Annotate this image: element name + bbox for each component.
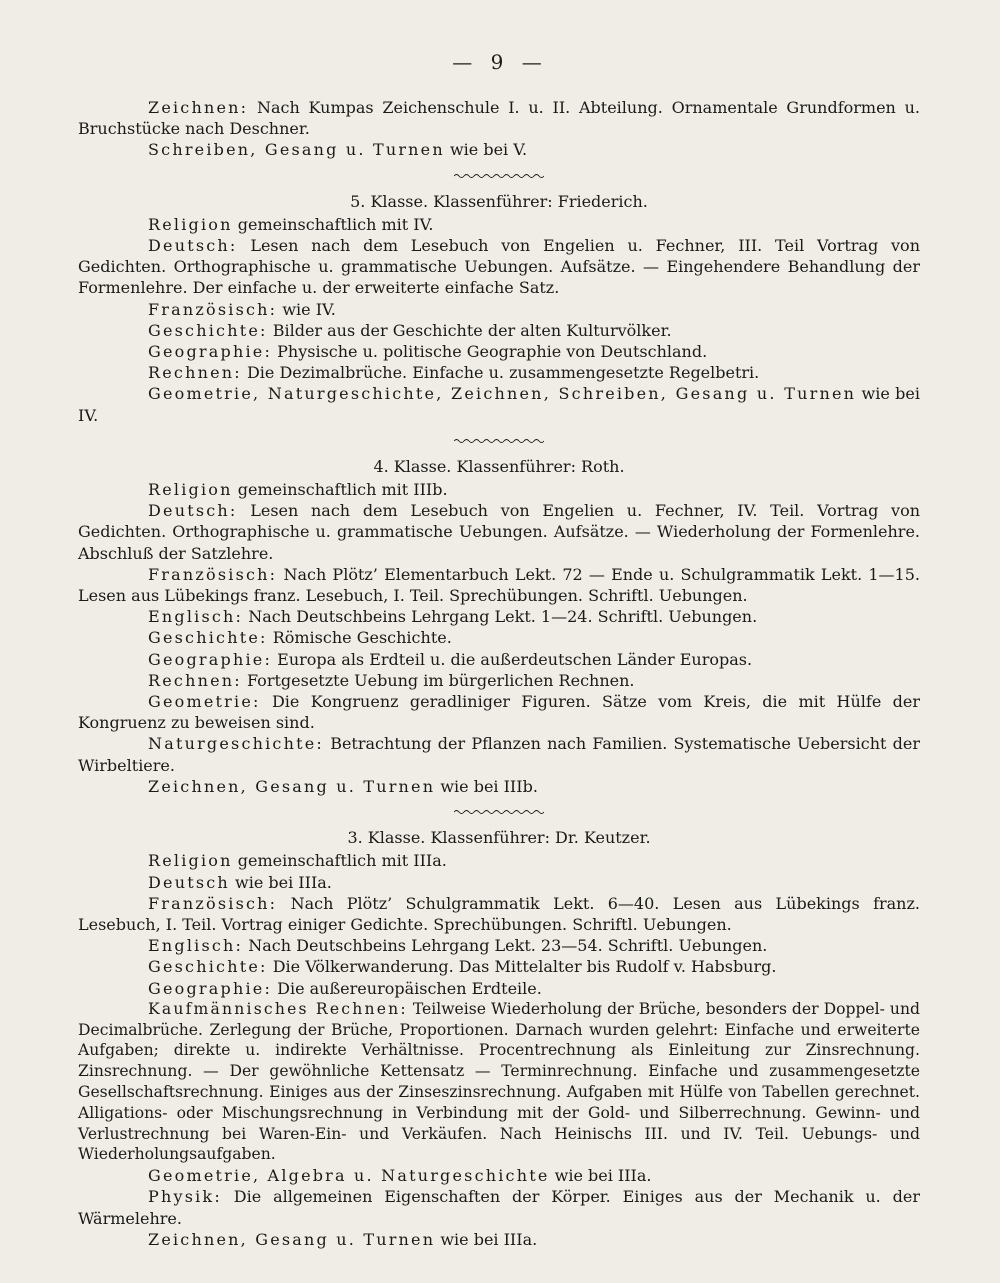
subject-row [78,956,920,977]
subject-label: Rechnen: [148,670,242,690]
subject-row [78,850,920,871]
section-heading: 3. Klasse. Klassenführer: Dr. Keutzer. [347,828,651,848]
subject-text: Nach Kumpas Zeichenschule I. u. II. Abteilung. Ornamentale Grundformen u. Bruchstücke nach Deschner. [78,98,920,139]
subject-label: Geometrie, Algebra u. Naturgeschichte [148,1166,550,1186]
subject-label: Geographie: [148,342,273,362]
subject-text: Teilweise Wiederholung der Brüche, besonders der Doppel- und Decimalbrüche. Zerlegung der Brüche, Proportionen. Darnach wurden gelehrt: Einfache und erweiterte Aufgaben; direkte u. indirekte Verhältnisse. Procentrechnung als Einleitung zur Zinsrechnung. Zinsrechnung. — Der gewöhnliche Kettensatz — Terminrechnung. Einfache und zusammengesetzte Gesellschaftsrechnung. Einiges aus der Zinseszinsrechnung. Aufgaben mit Hülfe von Tabellen gerechnet. Alligations- oder Mischungsrechnung in Verbindung mit der Gold- und Silberrechnung. Gewinn- und Verlustrechnung bei Waren-Ein- und Verkäufen. Nach Heinischs III. und IV. Teil. Uebungs- und Wiederholungsaufgaben. [78,999,920,1164]
subject-label: Englisch: [148,607,244,627]
subject-label: Deutsch [148,872,230,892]
subject-label: Französisch: [148,893,278,913]
subject-label: Zeichnen, Gesang u. Turnen [148,776,436,796]
subject-label: Religion [148,851,233,871]
subject-row [78,1186,920,1228]
subject-row [78,627,920,648]
ornament-divider [454,809,544,815]
subject-text: wie bei IIIb. [440,776,538,796]
subject-row [78,341,920,362]
subject-text: Die außereuropäischen Erdteile. [277,978,542,998]
subject-row [78,691,920,733]
subject-row [78,670,920,691]
subject-row [78,235,920,299]
subject-row [78,500,920,564]
subject-label: Geschichte: [148,957,268,977]
subject-row [78,320,920,341]
subject-text: wie bei V. [449,140,528,160]
subject-row [78,1229,920,1250]
subject-label: Geschichte: [148,320,268,340]
subject-row [78,733,920,775]
subject-label: Physik: [148,1187,222,1207]
subject-row [78,479,920,500]
section-class-4 [78,456,920,797]
subject-label: Französisch: [148,564,278,584]
page-content [78,97,920,1250]
subject-text: Fortgesetzte Uebung im bürgerlichen Rechnen. [246,670,635,690]
subject-label: Geschichte: [148,628,268,648]
subject-row [78,978,920,999]
ornament-divider [454,173,544,179]
section-class-5 [78,191,920,426]
subject-label: Geographie: [148,649,273,669]
subject-text: gemeinschaftlich mit IIIa. [237,851,447,871]
section-heading: 5. Klasse. Klassenführer: Friederich. [350,191,648,211]
section-heading: 4. Klasse. Klassenführer: Roth. [373,456,625,476]
subject-row [78,299,920,320]
subject-label: Zeichnen: [148,98,249,117]
subject-text: gemeinschaftlich mit IV. [237,214,434,234]
page-number: — 9 — [452,50,548,74]
subject-text: Nach Deutschbeins Lehrgang Lekt. 1—24. Schriftl. Uebungen. [248,607,758,627]
subject-row [78,214,920,235]
subject-row [78,606,920,627]
subject-text: Lesen nach dem Lesebuch von Engelien u. Fechner, III. Teil Vortrag von Gedichten. Orthographische u. grammatische Uebungen. Aufsätze. — Eingehendere Behandlung der Formenlehre. Der einfache u. der erweiterte einfache Satz. [78,236,920,298]
subject-text: wie bei IIIa. [440,1229,538,1249]
subject-text: wie bei IIIa. [554,1166,652,1186]
paragraph-zeichnen [78,97,920,139]
subject-label: Geometrie: [148,692,261,712]
subject-row [78,872,920,893]
subject-text: wie bei IIIa. [235,872,332,892]
subject-row [78,1165,920,1186]
subject-row [78,649,920,670]
subject-text: Europa als Erdteil u. die außerdeutschen Länder Europas. [277,649,753,669]
ornament-divider [454,438,544,444]
paragraph-schreiben [78,139,920,160]
subject-text: Physische u. politische Geographie von Deutschland. [277,342,708,362]
subject-row [78,893,920,935]
subject-row [78,362,920,383]
subject-label: Naturgeschichte: [148,734,324,754]
subject-text: gemeinschaftlich mit IIIb. [237,480,448,500]
section-class-3 [78,827,920,1250]
subject-row [78,383,920,425]
subject-text: wie bei IV. [78,384,920,425]
subject-label: Schreiben, Gesang u. Turnen [148,140,445,160]
subject-label: Englisch: [148,936,244,956]
subject-row [78,935,920,956]
subject-text: Die Völkerwanderung. Das Mittelalter bis Rudolf v. Habsburg. [272,957,777,977]
subject-text: Die allgemeinen Eigenschaften der Körper. Einiges aus der Mechanik u. der Wärmelehre. [78,1187,920,1228]
subject-label: Deutsch: [148,236,238,256]
subject-label: Kaufmännisches Rechnen: [148,999,408,1018]
subject-text: Die Kongruenz geradliniger Figuren. Sätze vom Kreis, die mit Hülfe der Kongruenz zu beweisen sind. [78,692,920,733]
subject-text: Römische Geschichte. [272,628,452,648]
subject-label: Zeichnen, Gesang u. Turnen [148,1229,436,1249]
subject-text: Nach Plötz’ Schulgrammatik Lekt. 6—40. Lesen aus Lübekings franz. Lesebuch, I. Teil. Vortrag einiger Gedichte. Sprechübungen. Schriftl. Uebungen. [78,893,920,934]
subject-row [78,776,920,797]
subject-text: Betrachtung der Pflanzen nach Familien. Systematische Uebersicht der Wirbeltiere. [78,734,920,775]
subject-label: Französisch: [148,299,278,319]
subject-label: Deutsch: [148,501,238,521]
subject-row [78,564,920,606]
subject-label: Rechnen: [148,363,242,383]
subject-text: Nach Plötz’ Elementarbuch Lekt. 72 — Ende u. Schulgrammatik Lekt. 1—15. Lesen aus Lübekings franz. Lesebuch, I. Teil. Sprechübungen. Schriftl. Uebungen. [78,564,920,606]
subject-label: Religion [148,480,233,500]
subject-label: Geometrie, Naturgeschichte, Zeichnen, Schreiben, Gesang u. Turnen [148,384,857,404]
subject-row [78,999,920,1165]
subject-text: Bilder aus der Geschichte der alten Kulturvölker. [272,320,672,340]
subject-text: Nach Deutschbeins Lehrgang Lekt. 23—54. Schriftl. Uebungen. [248,936,768,956]
subject-text: wie IV. [282,299,336,319]
subject-label: Geographie: [148,978,273,998]
subject-label: Religion [148,214,233,234]
subject-text: Lesen nach dem Lesebuch von Engelien u. Fechner, IV. Teil. Vortrag von Gedichten. Orthographische u. grammatische Uebungen. Aufsätze. — Wiederholung der Formenlehre. Abschluß der Satzlehre. [78,501,921,563]
subject-text: Die Dezimalbrüche. Einfache u. zusammengesetzte Regelbetri. [246,363,760,383]
